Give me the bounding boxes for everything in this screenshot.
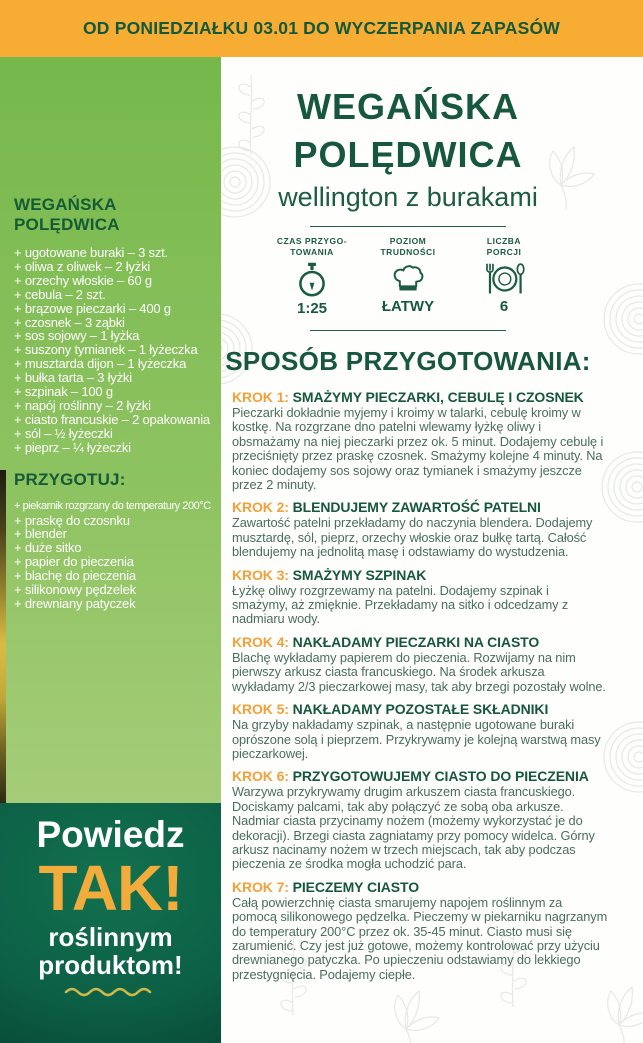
info-label: LICZBA PORCJI	[486, 236, 522, 257]
step-label: KROK 5:	[232, 701, 293, 718]
photo-edge-strip	[0, 470, 6, 803]
ingredients-sidebar	[0, 57, 221, 1043]
recipe-title-line1: WEGAŃSKA	[297, 86, 519, 127]
step-heading	[232, 389, 608, 405]
info-label: CZAS PRZYGO- TOWANIA	[276, 236, 348, 257]
recipe-step	[232, 701, 608, 761]
step-label: KROK 3:	[232, 566, 293, 583]
step-body: Pieczarki dokładnie myjemy i kroimy w talarki, cebulę kroimy w kostkę. Na rozgrzane dno patelni wlewamy łyżkę oliwy i obsmażamy na niej pieczarki przez ok. 5 minut. Dodajemy cebulę i przeciśnięty przez praskę czosnek. Smażymy kolejne 4 minuty. Na koniec dodajemy sos sojowy oraz tymianek i smażymy jeszcze przez 2 minuty.	[232, 405, 604, 493]
info-value: 1:25	[296, 300, 328, 317]
steps-list	[232, 389, 608, 982]
stopwatch-icon	[296, 262, 328, 298]
step-label: KROK 4:	[232, 633, 293, 650]
step-title: PRZYGOTOWUJEMY CIASTO DO PIECZENIA	[292, 768, 589, 785]
recipe-info-item	[367, 236, 449, 317]
ingredient-item: + bułka tarta – 3 łyżki	[14, 371, 221, 385]
ingredient-item: + sos sojowy – 1 łyżka	[14, 329, 221, 343]
recipe-step	[232, 768, 608, 871]
ingredient-item: + czosnek – 3 ząbki	[14, 316, 221, 330]
ingredient-item: + suszony tymianek – 1 łyżeczka	[14, 343, 221, 357]
step-label: KROK 7:	[232, 878, 293, 895]
recipe-step	[232, 567, 608, 627]
prepare-title: PRZYGOTUJ:	[14, 469, 126, 489]
divider-top	[310, 226, 506, 227]
ingredient-item: + cebula – 2 szt.	[14, 288, 221, 302]
ingredient-item: + oliwa z oliwek – 2 łyżki	[14, 260, 221, 274]
info-value: 6	[499, 298, 509, 315]
recipe-info-row	[221, 236, 595, 317]
step-body: Na grzyby nakładamy szpinak, a następnie ugotowane buraki oprószone solą i pieprzem. Przykrywamy je kolejną warstwą masy pieczarkowej.	[232, 717, 601, 761]
cta-line-powiedz: Powiedz	[36, 814, 185, 855]
plate-cutlery-icon	[481, 262, 527, 296]
promo-banner	[0, 0, 643, 57]
cta-line-tak: TAK!	[38, 852, 183, 924]
recipe-step	[232, 879, 608, 982]
ingredient-item: + pieprz – ¼ łyżeczki	[14, 441, 221, 455]
divider-bottom	[310, 330, 506, 331]
wavy-underline-icon	[63, 985, 159, 997]
step-label: KROK 1:	[232, 389, 293, 405]
step-title: SMAŻYMY SZPINAK	[292, 566, 427, 583]
step-body: Zawartość patelni przekładamy do naczynia blendera. Dodajemy musztardę, sól, pieprz, orzechy włoskie oraz bułkę tartą. Całość blendujemy na jednolitą masę i odstawiamy do wystudzenia.	[232, 515, 593, 560]
prepare-item: + praskę do czosnku	[14, 514, 221, 528]
step-heading	[232, 701, 608, 717]
step-body: Całą powierzchnię ciasta smarujemy napojem roślinnym za pomocą silikonowego pędzelka. Pieczemy w piekarniku nagrzanym do temperatury 200°C przez ok. 35-45 minut. Ciasto musi się zarumienić. Czy jest już gotowe, możemy kontrolować przy użyciu drewnianego patyczka. Po upieczeniu odstawiamy do lekkiego przestygnięcia. Podajemy ciepłe.	[232, 894, 608, 982]
prepare-item: + piekarnik rozgrzany do temperatury 200°C	[14, 500, 221, 514]
info-label: POZIOM TRUDNOŚCI	[380, 236, 436, 257]
step-title: BLENDUJEMY ZAWARTOŚĆ PATELNI	[292, 499, 541, 516]
step-body: Warzywa przykrywamy drugim arkuszem ciasta francuskiego. Dociskamy palcami, tak aby połączyć ze sobą oba arkusze. Nadmiar ciasta przycinamy nożem (możemy wykorzystać je do dekoracji). Brzegi ciasta zagniatamy przy pomocy widelca. Górny arkusz nacinamy nożem w trzech miejscach, tak aby podczas pieczenia ze środka mogła uchodzić para.	[232, 784, 595, 872]
ingredients-list	[14, 246, 221, 455]
recipe-step	[232, 499, 608, 559]
recipe-info-item	[463, 236, 545, 317]
step-title: PIECZEMY CIASTO	[292, 878, 419, 895]
recipe-title	[221, 83, 595, 179]
recipe-subtitle: wellington z burakami	[278, 182, 538, 212]
ingredient-item: + orzechy włoskie – 60 g	[14, 274, 221, 288]
cta-line-produktom: produktom!	[38, 950, 183, 980]
recipe-card-content	[221, 57, 643, 982]
prepare-item: + duże sitko	[14, 541, 221, 555]
step-heading	[232, 567, 608, 583]
step-body: Łyżkę oliwy rozgrzewamy na patelni. Dodajemy szpinak i smażymy, aż zmięknie. Przekładamy na sitko i odcedzamy z nadmiaru wody.	[232, 582, 569, 627]
step-label: KROK 2:	[232, 499, 293, 516]
method-title: SPOSÓB PRZYGOTOWANIA:	[225, 346, 591, 376]
ingredient-item: + ugotowane buraki – 3 szt.	[14, 246, 221, 260]
step-title: NAKŁADAMY POZOSTAŁE SKŁADNIKI	[292, 701, 549, 718]
ingredient-item: + brązowe pieczarki – 400 g	[14, 302, 221, 316]
prepare-item: + drewniany patyczek	[14, 597, 221, 611]
info-value: ŁATWY	[381, 298, 435, 315]
step-heading	[232, 879, 608, 895]
cta-line-roslinnym: roślinnym	[48, 922, 173, 952]
ingredient-item: + napój roślinny – 2 łyżki	[14, 399, 221, 413]
prepare-item: + blender	[14, 527, 221, 541]
ingredient-item: + sól – ½ łyżeczki	[14, 427, 221, 441]
recipe-step	[232, 389, 608, 492]
ingredient-item: + ciasto francuskie – 2 opakowania	[14, 413, 221, 427]
cta-banner	[0, 803, 221, 1043]
recipe-card	[221, 57, 643, 1043]
banner-prefix: OD PONIEDZIAŁKU	[82, 18, 249, 38]
content-area	[0, 57, 643, 1043]
step-label: KROK 6:	[232, 768, 293, 785]
step-heading	[232, 499, 608, 515]
banner-date: 03.01	[253, 18, 299, 38]
chef-hat-icon	[390, 262, 426, 296]
ingredients-title: WEGAŃSKA POLĘDWICA	[14, 195, 120, 234]
recipe-info-item	[271, 236, 353, 317]
prepare-item: + blachę do pieczenia	[14, 569, 221, 583]
recipe-step	[232, 634, 608, 694]
banner-suffix: DO WYCZERPANIA ZAPASÓW	[303, 18, 560, 38]
ingredient-item: + musztarda dijon – 1 łyżeczka	[14, 357, 221, 371]
step-title: NAKŁADAMY PIECZARKI NA CIASTO	[292, 633, 540, 650]
step-body: Blachę wykładamy papierem do pieczenia. Rozwijamy na nim pierwszy arkusz ciasta francuskiego. Na środek arkusza wykładamy 2/3 pieczarkowej masy, tak aby brzegi pozostały wolne.	[232, 649, 606, 694]
prepare-item: + silikonowy pędzelek	[14, 583, 221, 597]
prepare-list	[14, 500, 221, 611]
step-title: SMAŻYMY PIECZARKI, CEBULĘ I CZOSNEK	[292, 389, 584, 405]
recipe-title-line2: POLĘDWICA	[293, 134, 523, 175]
step-heading	[232, 768, 608, 784]
ingredient-item: + szpinak – 100 g	[14, 385, 221, 399]
step-heading	[232, 634, 608, 650]
prepare-item: + papier do pieczenia	[14, 555, 221, 569]
